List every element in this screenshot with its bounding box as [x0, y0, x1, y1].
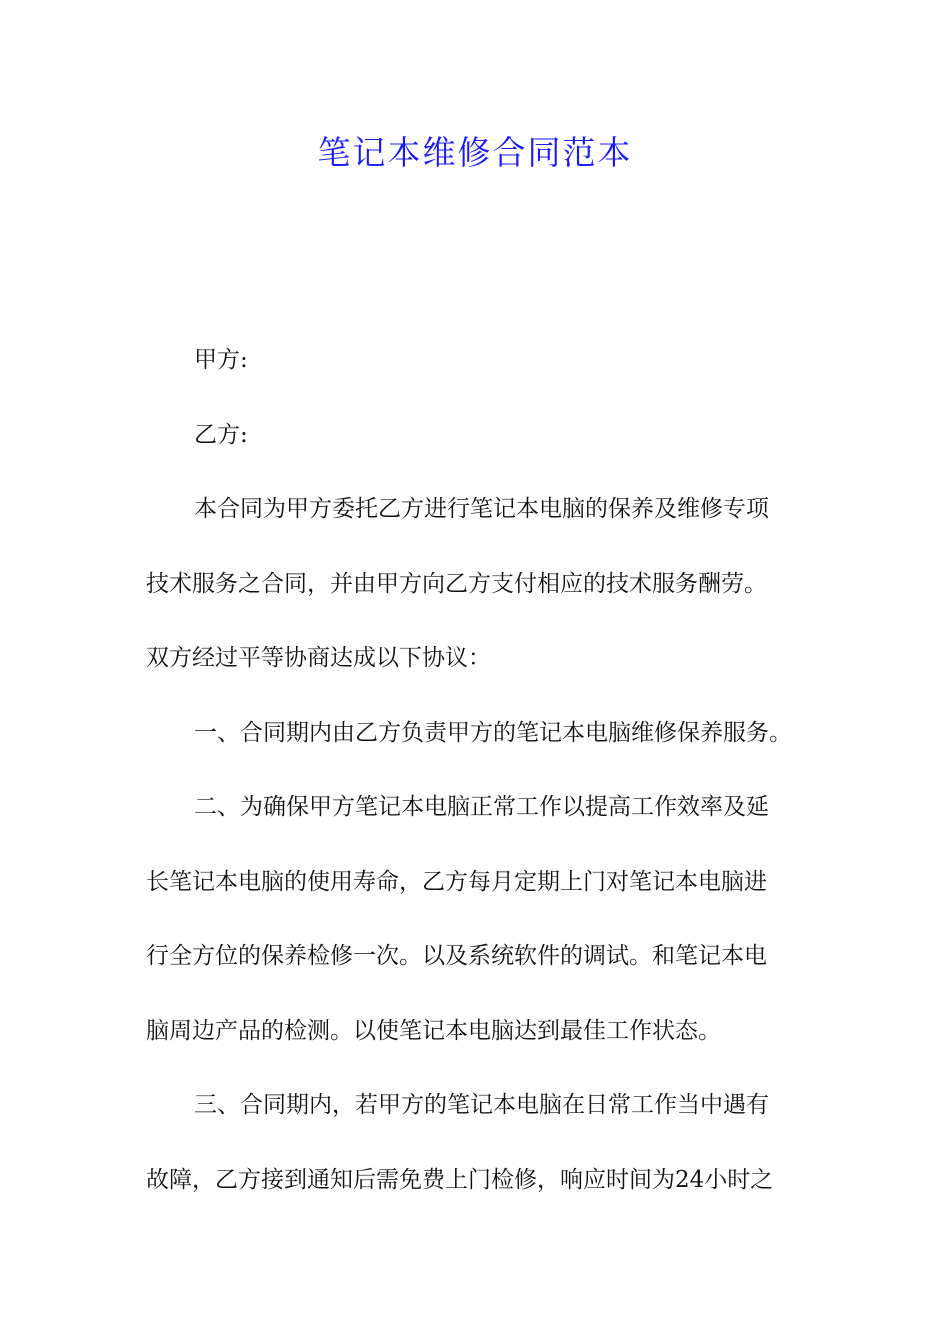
paragraph-line: 本合同为甲方委托乙方进行笔记本电脑的保养及维修专项: [194, 496, 769, 522]
party-b-line: 乙方:: [194, 421, 248, 448]
clause-2-line: 脑周边产品的检测。以使笔记本电脑达到最佳工作状态。: [146, 1017, 721, 1044]
clause-2-line: 行全方位的保养检修一次。以及系统软件的调试。和笔记本电: [146, 943, 767, 969]
clause-2-line: 二、为确保甲方笔记本电脑正常工作以提高工作效率及延: [194, 794, 769, 820]
document-title: 笔记本维修合同范本: [317, 133, 633, 172]
clause-3-line: 三、合同期内，若甲方的笔记本电脑在日常工作当中遇有: [194, 1092, 769, 1118]
paragraph-line: 技术服务之合同，并由甲方向乙方支付相应的技术服务酬劳。: [146, 570, 767, 597]
clause-3-line: 故障，乙方接到通知后需免费上门检修，响应时间为24小时之: [146, 1166, 774, 1193]
paragraph-line: 双方经过平等协商达成以下协议：: [146, 645, 491, 671]
clause-1-line: 一、合同期内由乙方负责甲方的笔记本电脑维修保养服务。: [194, 719, 792, 746]
document-body: [146, 336, 816, 1230]
clause-2-line: 长笔记本电脑的使用寿命，乙方每月定期上门对笔记本电脑进: [146, 868, 767, 895]
party-a-line: 甲方:: [194, 347, 248, 373]
